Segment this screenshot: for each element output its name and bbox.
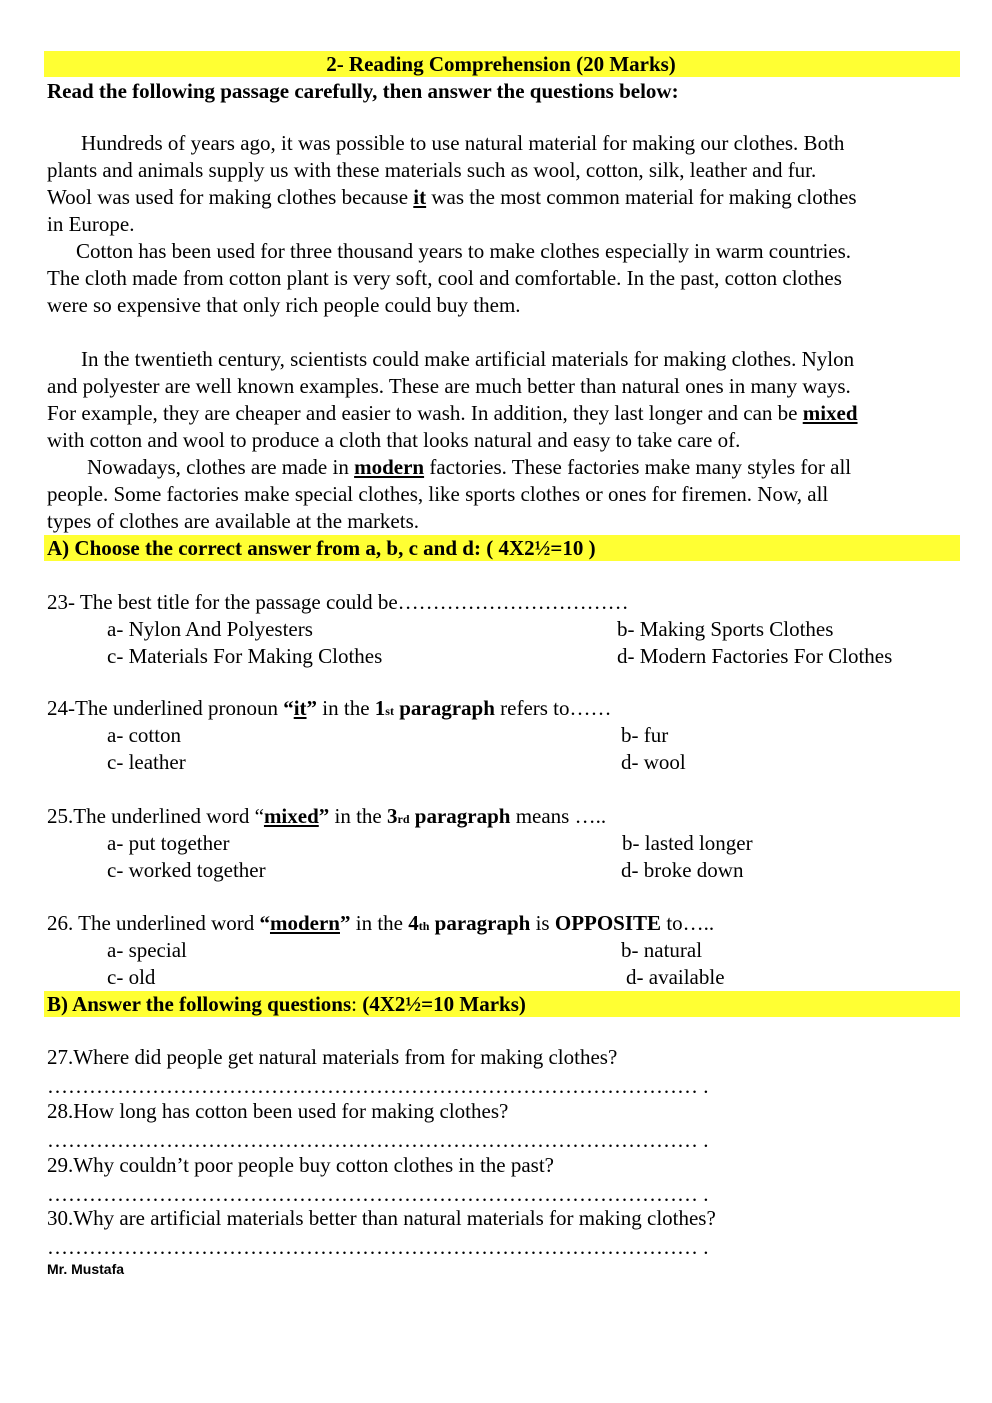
q30-answer-line[interactable]: ………………………………………………………………………………… .	[47, 1235, 709, 1259]
text-run: 26. The underlined word	[47, 911, 260, 935]
text-run: 25.The underlined word “	[47, 804, 264, 828]
q24-option-a: a- cotton	[107, 723, 182, 747]
passage-p4-line3: types of clothes are available at the markets.	[47, 509, 420, 533]
underlined-it: it	[413, 185, 427, 209]
q25-option-a: a- put together	[107, 831, 230, 855]
text-run: Wool was used for making clothes because	[47, 185, 414, 209]
ordinal-suffix: st	[385, 704, 394, 718]
text-run: For example, they are cheaper and easier to wash. In addition, they last longer and can be	[47, 401, 803, 425]
text-run: in the	[350, 911, 409, 935]
q26-option-b: b- natural	[621, 938, 703, 962]
q25-stem	[47, 803, 606, 833]
q24-stem	[47, 695, 612, 725]
passage-p2-line2: The cloth made from cotton plant is very soft, cool and comfortable. In the past, cotton clothes	[47, 266, 842, 290]
q25-keyword: mixed	[263, 804, 319, 828]
section-title: 2- Reading Comprehension (20 Marks)	[326, 52, 676, 76]
author-signature: Mr. Mustafa	[47, 1261, 125, 1277]
q30-text: 30.Why are artificial materials better than natural materials for making clothes?	[47, 1206, 716, 1230]
q24-option-d: d- wool	[621, 750, 686, 774]
text-run: ”	[306, 696, 318, 720]
text-run: 4	[408, 911, 419, 935]
q26-option-c: c- old	[107, 965, 156, 989]
text-run: paragraph	[429, 911, 531, 935]
section-a-title: A) Choose the correct answer from a, b, c and d: ( 4X2½=10 )	[47, 536, 596, 560]
text-run: “	[259, 911, 270, 935]
passage-p3-line4: with cotton and wool to produce a cloth that looks natural and easy to take care of.	[47, 428, 741, 452]
passage-p1-line2: plants and animals supply us with these materials such as wool, cotton, silk, leather and fur.	[47, 158, 817, 182]
text-run: in the	[329, 804, 388, 828]
q28-answer-line[interactable]: ………………………………………………………………………………… .	[47, 1128, 709, 1152]
passage-p4-line2: people. Some factories make special clothes, like sports clothes or ones for firemen. Now, all	[47, 482, 829, 506]
q24-keyword: it	[293, 696, 307, 720]
ordinal-suffix: th	[418, 919, 430, 933]
text-run: in the	[317, 696, 375, 720]
q26-option-a: a- special	[107, 938, 187, 962]
passage-p2-line1: Cotton has been used for three thousand years to make clothes especially in warm countries.	[76, 239, 852, 263]
text-run: is	[530, 911, 555, 935]
q26-option-d: d- available	[626, 965, 725, 989]
q27-text: 27.Where did people get natural materials from for making clothes?	[47, 1045, 618, 1069]
text-run: ”	[318, 804, 330, 828]
passage-p3-line1: In the twentieth century, scientists could make artificial materials for making clothes. Nylon	[81, 347, 855, 371]
text-run: to…..	[661, 911, 715, 935]
q23-option-d: d- Modern Factories For Clothes	[617, 644, 893, 668]
text-run: “	[283, 696, 294, 720]
q25-option-b: b- lasted longer	[622, 831, 753, 855]
ordinal-suffix: rd	[397, 812, 410, 826]
text-run: ”	[339, 911, 351, 935]
passage-p2-line3: were so expensive that only rich people could buy them.	[47, 293, 521, 317]
q25-option-d: d- broke down	[621, 858, 744, 882]
q23-option-c: c- Materials For Making Clothes	[107, 644, 383, 668]
q26-stem	[47, 910, 714, 940]
text-run: paragraph	[409, 804, 511, 828]
q29-answer-line[interactable]: ………………………………………………………………………………… .	[47, 1182, 709, 1206]
text-run: paragraph	[393, 696, 495, 720]
underlined-modern: modern	[354, 455, 425, 479]
text-run: means …..	[510, 804, 607, 828]
passage-p3-line2: and polyester are well known examples. These are much better than natural ones in many ways.	[47, 374, 851, 398]
text-run: Nowadays, clothes are made in	[87, 455, 355, 479]
q28-text: 28.How long has cotton been used for making clothes?	[47, 1099, 509, 1123]
q23-option-b: b- Making Sports Clothes	[617, 617, 834, 641]
q23-stem: 23- The best title for the passage could be……………………………	[47, 590, 629, 614]
q26-keyword: modern	[269, 911, 340, 935]
text-run: :	[351, 992, 363, 1016]
section-b-title	[47, 991, 526, 1018]
text-run: factories. These factories make many styles for all	[424, 455, 852, 479]
text-run: 24-The underlined pronoun	[47, 696, 284, 720]
q24-option-b: b- fur	[621, 723, 669, 747]
instruction: Read the following passage carefully, then answer the questions below:	[47, 79, 679, 103]
q27-answer-line[interactable]: ………………………………………………………………………………… .	[47, 1074, 709, 1098]
passage-p1-line3	[47, 184, 857, 211]
text-run: 1	[374, 696, 386, 720]
underlined-mixed: mixed	[802, 401, 858, 425]
text-run: refers to……	[494, 696, 612, 720]
text-run: (4X2½=10 Marks)	[362, 992, 526, 1016]
q24-option-c: c- leather	[107, 750, 186, 774]
text-run: B) Answer the following questions	[47, 992, 352, 1016]
passage-p1-line4: in Europe.	[47, 212, 135, 236]
passage-p3-line3	[47, 400, 858, 427]
q29-text: 29.Why couldn’t poor people buy cotton clothes in the past?	[47, 1153, 555, 1177]
text-run: was the most common material for making clothes	[426, 185, 857, 209]
q25-option-c: c- worked together	[107, 858, 266, 882]
text-run: 3	[387, 804, 398, 828]
text-run: OPPOSITE	[554, 911, 662, 935]
passage-p1-line1: Hundreds of years ago, it was possible to use natural material for making our clothes. Both	[81, 131, 845, 155]
passage-p4-line1	[87, 454, 851, 481]
q23-option-a: a- Nylon And Polyesters	[107, 617, 313, 641]
